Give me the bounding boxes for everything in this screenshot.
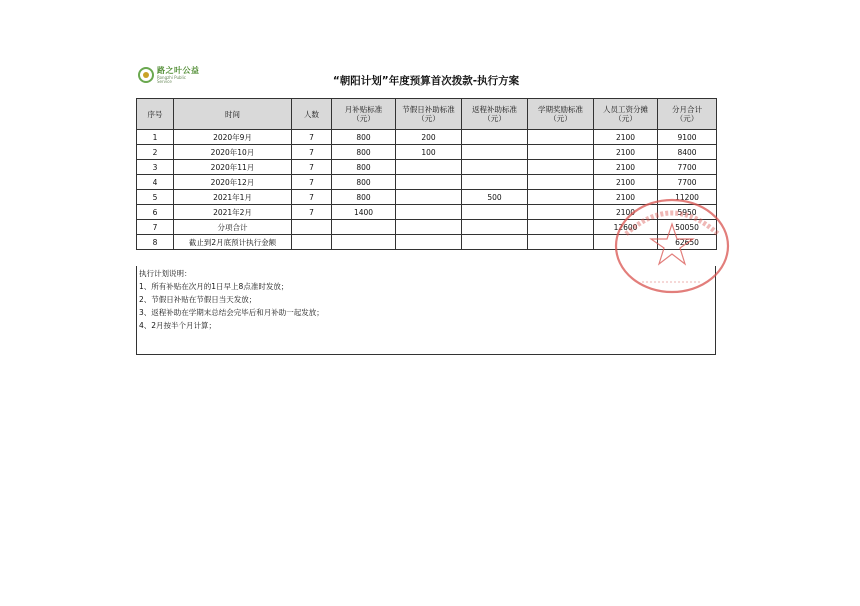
- cell-semester: [528, 160, 594, 175]
- cell-salary: 2100: [594, 175, 658, 190]
- cell-salary: 2100: [594, 145, 658, 160]
- cell-no: 8: [137, 235, 174, 250]
- cell-monthly: 800: [332, 175, 396, 190]
- header-cell: 序号: [137, 99, 174, 130]
- cell-return: 500: [462, 190, 528, 205]
- note-item: 2、节假日补贴在节假日当天发放；: [139, 295, 257, 304]
- header-cell: 返程补助标准 （元）: [462, 99, 528, 130]
- cell-total: 9100: [658, 130, 717, 145]
- cell-total: 5950: [658, 205, 717, 220]
- cell-people: 7: [292, 190, 332, 205]
- cell-semester: [528, 175, 594, 190]
- cell-monthly: 800: [332, 190, 396, 205]
- cell-total: 7700: [658, 175, 717, 190]
- header-cell: 分月合计 （元）: [658, 99, 717, 130]
- table-row: [137, 190, 717, 205]
- cell-people: 7: [292, 130, 332, 145]
- cell-people: 7: [292, 175, 332, 190]
- table-row: [137, 145, 717, 160]
- cell-return: [462, 160, 528, 175]
- subtotal-row: [137, 220, 717, 235]
- logo-subtitle: Rongzhi Public Service: [157, 74, 186, 84]
- final-total-value: 62650: [658, 235, 717, 250]
- cell-monthly: 800: [332, 130, 396, 145]
- cell-people: 7: [292, 145, 332, 160]
- cell-holiday: [396, 205, 462, 220]
- cell-semester: [528, 130, 594, 145]
- cell-semester: [528, 145, 594, 160]
- cell-semester: [528, 205, 594, 220]
- final-total-label: 截止到2月底预计执行金额: [174, 235, 292, 250]
- notes-heading: 执行计划说明：: [139, 269, 192, 278]
- cell-salary: 2100: [594, 160, 658, 175]
- note-item: 3、返程补助在学期末总结会完毕后和月补助一起发放；: [139, 308, 324, 317]
- logo-name: 路之叶公益: [157, 65, 200, 75]
- cell-salary: 2100: [594, 205, 658, 220]
- table-header-row: [137, 99, 717, 130]
- cell-monthly: 800: [332, 145, 396, 160]
- cell-time: 2020年10月: [174, 145, 292, 160]
- cell-total: 7700: [658, 160, 717, 175]
- subtotal-total: 50050: [658, 220, 717, 235]
- table-row: [137, 175, 717, 190]
- cell-no: 4: [137, 175, 174, 190]
- header-cell: 学期奖励标准 （元）: [528, 99, 594, 130]
- cell-no: 7: [137, 220, 174, 235]
- execution-notes: [136, 266, 716, 355]
- cell-return: [462, 130, 528, 145]
- cell-no: 2: [137, 145, 174, 160]
- header-cell: 人员工资分摊 （元）: [594, 99, 658, 130]
- cell-return: [462, 145, 528, 160]
- cell-time: 2021年1月: [174, 190, 292, 205]
- header-cell: 月补贴标准 （元）: [332, 99, 396, 130]
- cell-time: 2021年2月: [174, 205, 292, 220]
- budget-table: [136, 98, 717, 250]
- cell-total: 8400: [658, 145, 717, 160]
- cell-salary: 2100: [594, 130, 658, 145]
- cell-time: 2020年12月: [174, 175, 292, 190]
- cell-monthly: 1400: [332, 205, 396, 220]
- cell-people: 7: [292, 160, 332, 175]
- subtotal-label: 分项合计: [174, 220, 292, 235]
- cell-return: [462, 175, 528, 190]
- table-row: [137, 205, 717, 220]
- cell-monthly: 800: [332, 160, 396, 175]
- cell-no: 3: [137, 160, 174, 175]
- cell-return: [462, 205, 528, 220]
- cell-holiday: [396, 175, 462, 190]
- table-row: [137, 160, 717, 175]
- final-total-row: [137, 235, 717, 250]
- note-item: 1、所有补贴在次月的1日早上8点准时发放；: [139, 282, 289, 291]
- cell-people: 7: [292, 205, 332, 220]
- cell-time: 2020年11月: [174, 160, 292, 175]
- cell-holiday: [396, 190, 462, 205]
- cell-no: 6: [137, 205, 174, 220]
- note-item: 4、2月按半个月计算；: [139, 321, 217, 330]
- header-cell: 人数: [292, 99, 332, 130]
- cell-semester: [528, 190, 594, 205]
- header-cell: 节假日补助标准 （元）: [396, 99, 462, 130]
- header-cell: 时间: [174, 99, 292, 130]
- cell-holiday: [396, 160, 462, 175]
- document-title: “朝阳计划”年度预算首次拨款-执行方案: [332, 75, 520, 87]
- cell-no: 1: [137, 130, 174, 145]
- cell-time: 2020年9月: [174, 130, 292, 145]
- cell-no: 5: [137, 190, 174, 205]
- table-row: [137, 130, 717, 145]
- cell-total: 11200: [658, 190, 717, 205]
- cell-salary: 2100: [594, 190, 658, 205]
- subtotal-salary: 12600: [594, 220, 658, 235]
- cell-holiday: 100: [396, 145, 462, 160]
- cell-holiday: 200: [396, 130, 462, 145]
